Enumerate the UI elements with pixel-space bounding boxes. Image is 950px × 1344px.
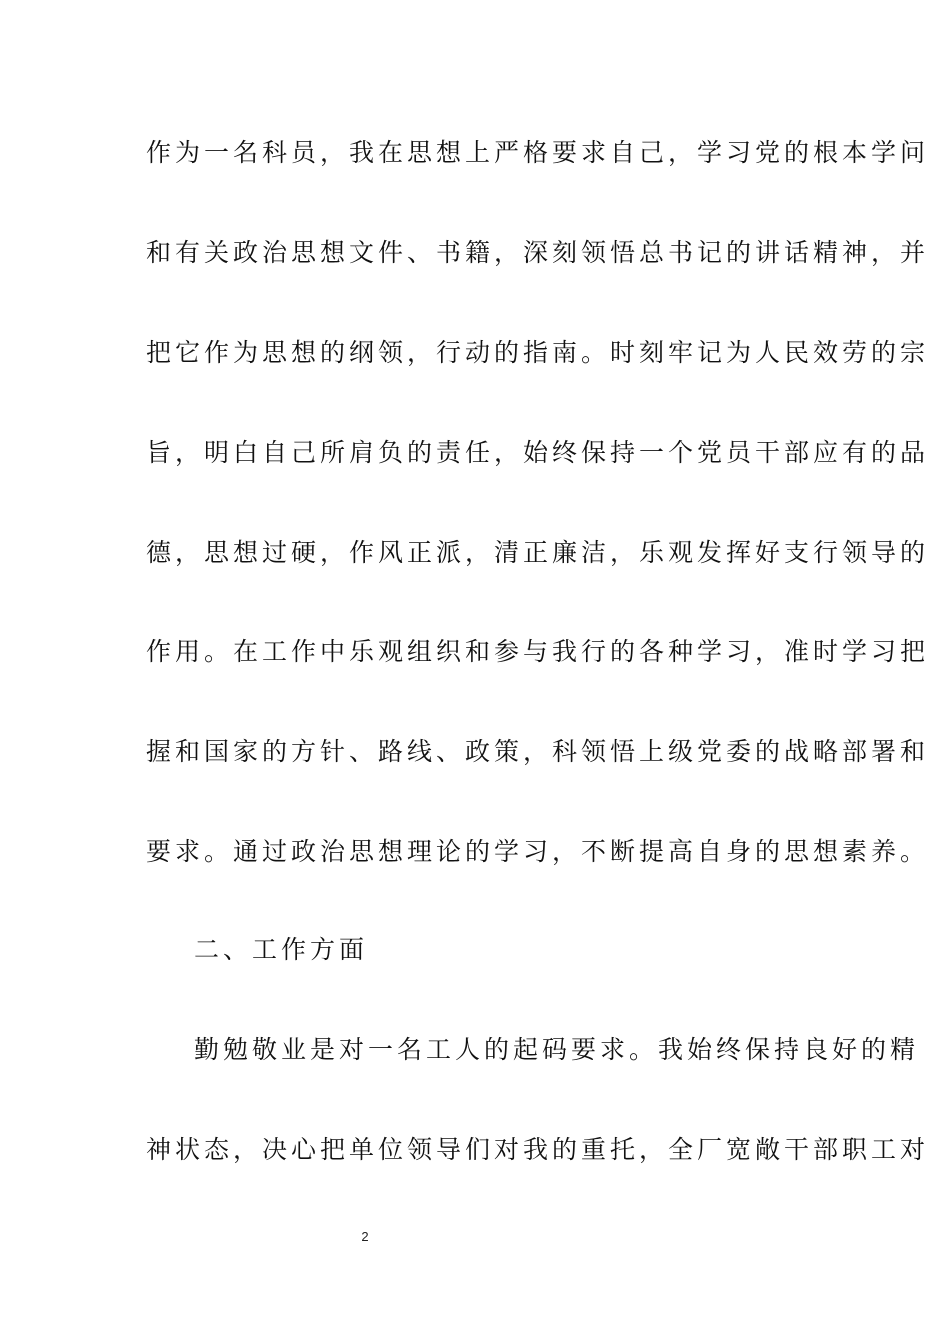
body-text-line: 把它作为思想的纲领，行动的指南。时刻牢记为人民效劳的宗 xyxy=(146,338,930,367)
body-text-line: 握和国家的方针、路线、政策，科领悟上级党委的战略部署和 xyxy=(146,737,930,766)
section-heading: 二、工作方面 xyxy=(194,935,369,964)
body-text-line: 要求。通过政治思想理论的学习，不断提高自身的思想素养。 xyxy=(146,837,930,866)
body-text-line: 作用。在工作中乐观组织和参与我行的各种学习，准时学习把 xyxy=(146,637,930,666)
body-text-line: 和有关政治思想文件、书籍，深刻领悟总书记的讲话精神，并 xyxy=(146,238,930,267)
page-number: 2 xyxy=(361,1229,369,1244)
body-text-line: 旨，明白自己所肩负的责任，始终保持一个党员干部应有的品 xyxy=(146,438,930,467)
body-text-line: 德，思想过硬，作风正派，清正廉洁，乐观发挥好支行领导的 xyxy=(146,538,930,567)
body-text-line: 神状态，决心把单位领导们对我的重托，全厂宽敞干部职工对 xyxy=(146,1135,930,1164)
body-text-line: 作为一名科员，我在思想上严格要求自己，学习党的根本学问 xyxy=(146,138,930,167)
body-text-line: 勤勉敬业是对一名工人的起码要求。我始终保持良好的精 xyxy=(194,1035,920,1064)
